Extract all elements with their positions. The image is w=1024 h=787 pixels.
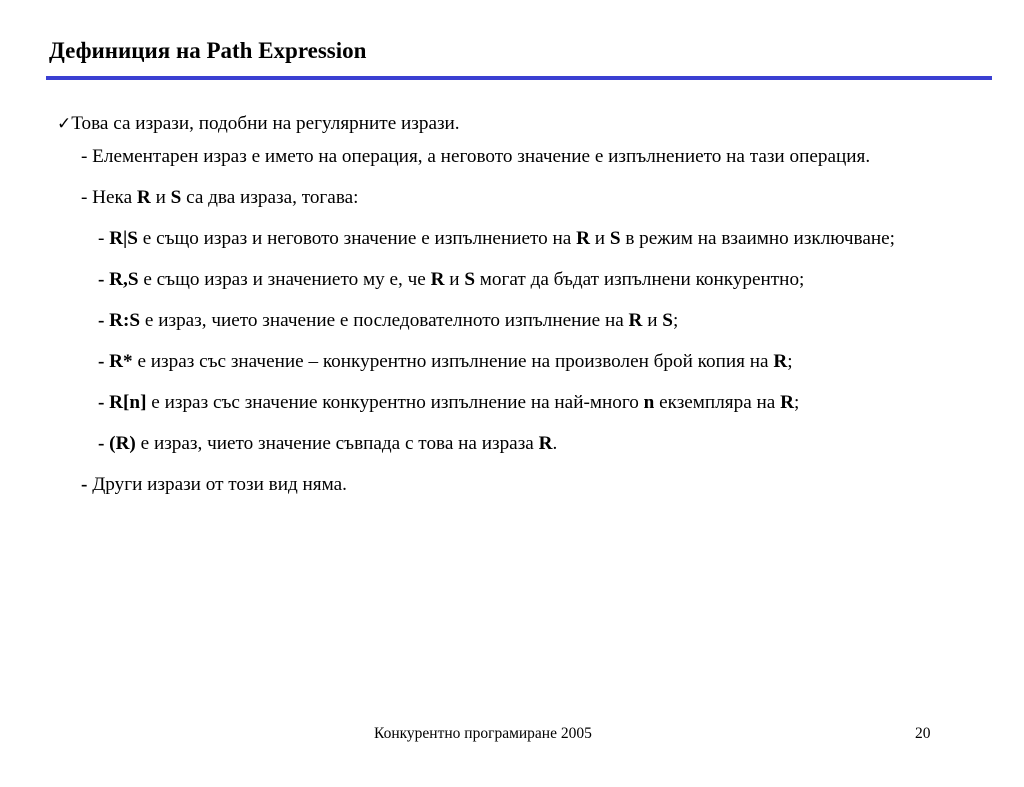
slide-body [57,110,917,499]
symbol-r: R [780,392,794,413]
text-run: в режим на взаимно изключване; [620,228,895,249]
text-run: е израз със значение – конкурентно изпълнение на произволен брой копия на [132,351,774,372]
concurrency-rule [57,266,917,294]
dash: - [81,474,93,495]
symbol-n: n [643,392,655,413]
symbol-r: R [430,269,445,290]
operator-sequence: - R:S [98,310,141,331]
operator-star: - R* [98,351,133,372]
sequence-rule [57,307,917,335]
page-number: 20 [915,725,931,742]
text-run: ; [672,310,679,331]
text-run: е израз, чието значение съвпада с това на израза [135,433,539,454]
operator-grouping: - (R) [98,433,136,454]
text-run: е също израз и значението му е, че [138,269,431,290]
symbol-r: R [773,351,788,372]
symbol-s: S [609,228,621,249]
symbol-r: R [628,310,643,331]
text-run: и [589,228,610,249]
operator-alternation: R|S [109,228,138,249]
alternation-rule [57,225,917,253]
symbol-r: R [538,433,553,454]
symbol-s: S [464,269,475,290]
text-run: . [552,433,558,454]
symbol-r: R [136,187,151,208]
text-run: и [642,310,663,331]
intro-text: Това са изрази, подобни на регулярните изрази. [71,113,460,134]
star-rule [57,348,917,376]
let-line [57,184,917,212]
text-run: - Нека [81,187,137,208]
text-run: и [444,269,465,290]
intro-line [57,110,917,138]
operator-concurrent: - R,S [98,269,139,290]
footer-course: Конкурентно програмиране 2005 [374,725,592,742]
text-run: могат да бъдат изпълнени конкурентно; [474,269,805,290]
text-run: ; [787,351,793,372]
text-run: е израз със значение конкурентно изпълнение на най-много [146,392,644,413]
symbol-s: S [662,310,673,331]
no-other-expressions [57,471,917,499]
text-run: Други изрази от този вид няма. [92,474,347,495]
text-run: ; [793,392,800,413]
symbol-s: S [170,187,182,208]
text-run: е също израз и неговото значение е изпълнението на [137,228,577,249]
operator-bounded: - R[n] [98,392,147,413]
bounded-rule [57,389,917,417]
text-run: - [98,228,110,249]
text-run: са два израза, тогава: [181,187,359,208]
text-run: екземпляра на [654,392,781,413]
text-run: и [150,187,171,208]
symbol-r: R [576,228,590,249]
check-mark-icon: ✓ [57,114,72,134]
elementary-expression: - Елементарен израз е името на операция, а неговото значение е изпълнението на тази операция. [81,146,871,167]
grouping-rule [57,430,917,458]
slide-title: Дефиниция на Path Expression [49,38,367,63]
title-underline [46,76,992,80]
text-run: е израз, чието значение е последователното изпълнение на [140,310,629,331]
